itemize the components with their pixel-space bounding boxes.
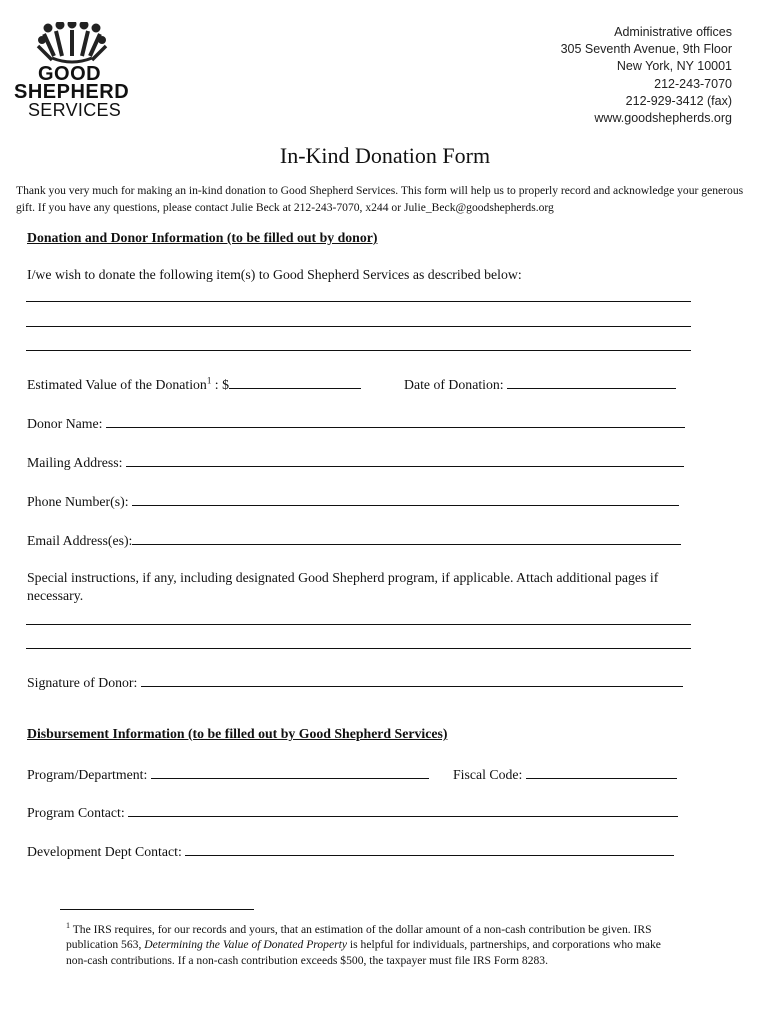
- logo-text-good: GOOD: [38, 63, 102, 85]
- footnote-number: 1: [66, 921, 70, 930]
- mailing-address-field[interactable]: [126, 453, 684, 467]
- address-line: 305 Seventh Avenue, 9th Floor: [560, 42, 732, 57]
- program-contact-field[interactable]: [128, 803, 678, 817]
- mailing-address-label: Mailing Address:: [27, 455, 123, 470]
- logo-text-shepherd: SHEPHERD: [14, 81, 130, 103]
- footnote-text-before: The IRS requires, for our records and yours, that an estimation of the dollar amount of a non-cash contribution be given. IRS publication 563,: [66, 922, 652, 952]
- page-title: In-Kind Donation Form: [279, 143, 491, 168]
- special-instructions-line-2[interactable]: [26, 648, 691, 649]
- signature-row: [27, 673, 683, 691]
- estimated-value-label: Estimated Value of the Donation: [27, 377, 207, 392]
- organization-logo: [14, 22, 132, 122]
- special-instructions-line-1[interactable]: [26, 624, 691, 625]
- program-field[interactable]: [151, 765, 429, 779]
- signature-field[interactable]: [141, 673, 683, 687]
- footnote-marker: 1: [206, 375, 212, 386]
- address-line[interactable]: www.goodshepherds.org: [594, 111, 732, 126]
- donor-section-heading: Donation and Donor Information (to be filled out by donor): [27, 230, 378, 245]
- items-prompt: I/we wish to donate the following item(s) to Good Shepherd Services as described below:: [27, 267, 522, 282]
- address-line: New York, NY 10001: [616, 59, 732, 74]
- email-field[interactable]: [132, 531, 681, 545]
- program-row: [27, 765, 429, 783]
- dev-contact-row: [27, 842, 674, 860]
- email-label: Email Address(es):: [27, 533, 133, 548]
- estimated-value-row: [27, 375, 361, 393]
- date-label: Date of Donation:: [404, 377, 504, 392]
- date-field[interactable]: [507, 375, 676, 389]
- signature-label: Signature of Donor:: [27, 675, 138, 690]
- address-line: 212-929-3412 (fax): [625, 93, 732, 108]
- item-description-line-2[interactable]: [26, 326, 691, 327]
- donor-name-label: Donor Name:: [27, 416, 103, 431]
- office-address: [561, 24, 732, 127]
- dev-contact-field[interactable]: [185, 842, 674, 856]
- fiscal-code-field[interactable]: [526, 765, 677, 779]
- fiscal-code-row: [453, 765, 677, 783]
- program-label: Program/Department:: [27, 767, 148, 782]
- item-description-line-3[interactable]: [26, 350, 691, 351]
- item-description-line-1[interactable]: [26, 301, 691, 302]
- donor-name-field[interactable]: [106, 414, 685, 428]
- estimated-value-field[interactable]: [229, 375, 361, 389]
- program-contact-row: [27, 803, 678, 821]
- people-circle-icon: [14, 22, 132, 66]
- footnote: [66, 918, 666, 969]
- phone-row: [27, 492, 679, 510]
- address-line: 212-243-7070: [654, 76, 732, 91]
- program-contact-label: Program Contact:: [27, 805, 125, 820]
- intro-paragraph: Thank you very much for making an in-kind donation to Good Shepherd Services. This form will help us to properly record and acknowledge your generous gift. If you have any questions, please contact Julie Beck at 212-243-7070, x244 or Julie_Beck@goodshepherds.org: [16, 184, 744, 214]
- mailing-address-row: [27, 453, 684, 471]
- special-instructions-label: Special instructions, if any, including designated Good Shepherd program, if applicable. Attach additional pages if necessary.: [27, 570, 659, 603]
- logo-text-services: SERVICES: [28, 100, 122, 120]
- estimated-value-dollar: : $: [211, 377, 229, 392]
- address-line: Administrative offices: [614, 25, 732, 39]
- footnote-publication-title: Determining the Value of Donated Property: [144, 938, 347, 952]
- email-row: [27, 531, 681, 549]
- footnote-divider: [60, 909, 254, 910]
- phone-field[interactable]: [132, 492, 679, 506]
- donor-name-row: [27, 414, 685, 432]
- fiscal-code-label: Fiscal Code:: [453, 767, 523, 782]
- disbursement-section-heading: Disbursement Information (to be filled out by Good Shepherd Services): [27, 726, 448, 741]
- dev-contact-label: Development Dept Contact:: [27, 844, 182, 859]
- footnote-text-after: is helpful for individuals, partnerships, and corporations who make non-cash contributions. If a non-cash contribution exceeds $500, the taxpayer must file IRS Form 8283.: [66, 938, 661, 968]
- phone-label: Phone Number(s):: [27, 494, 129, 509]
- date-row: [404, 375, 676, 393]
